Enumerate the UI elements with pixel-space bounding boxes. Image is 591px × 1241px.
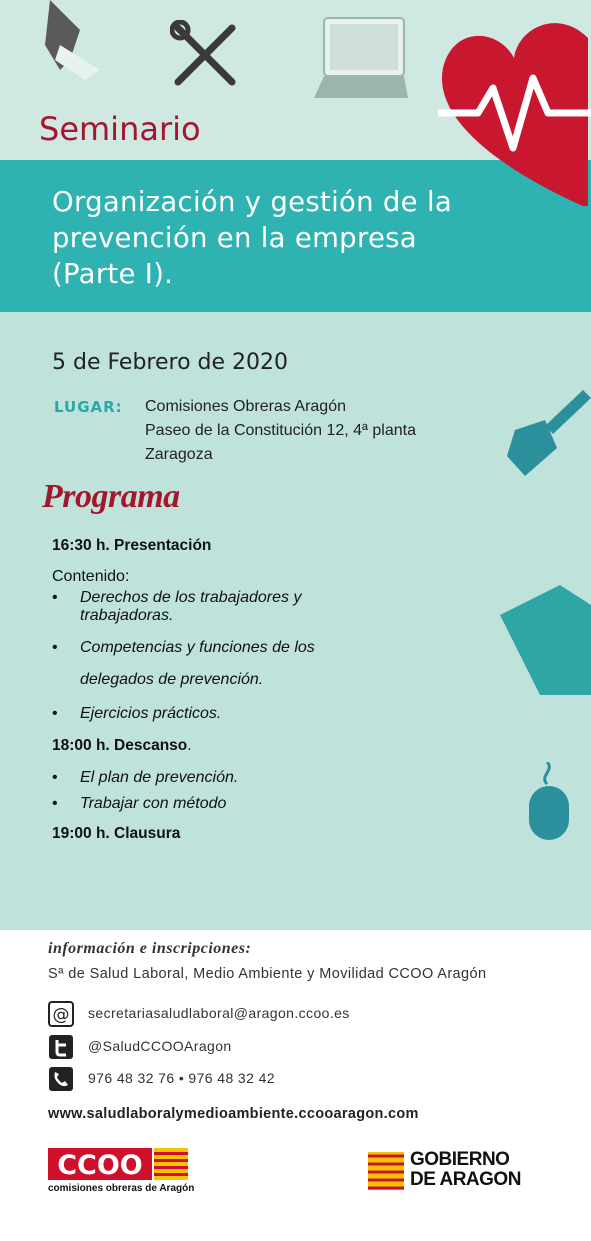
- title-line: (Parte I).: [52, 258, 174, 290]
- megaphone-icon: [40, 0, 110, 80]
- address-line: Paseo de la Constitución 12, 4ª planta: [145, 422, 416, 439]
- info-organization: Sª de Salud Laboral, Medio Ambiente y Movilidad CCOO Aragón: [48, 966, 487, 982]
- bullet-dot: •: [52, 795, 58, 812]
- list-item-text: delegados de prevención.: [80, 671, 264, 688]
- bullet-dot: •: [52, 705, 58, 722]
- helmet-icon: [500, 585, 591, 695]
- tools-icon: [170, 20, 240, 90]
- gobierno-aragon-logo: [410, 1150, 521, 1190]
- address-line: Comisiones Obreras Aragón: [145, 398, 346, 415]
- list-item-text: [80, 589, 301, 625]
- session-break: [52, 737, 192, 755]
- ccoo-logo-text: CCOO: [57, 1150, 143, 1180]
- gobierno-line: GOBIERNO: [410, 1149, 510, 1170]
- title-line: prevención en la empresa: [52, 222, 417, 254]
- bullet-dot: •: [52, 589, 58, 606]
- bullet-dot: •: [52, 639, 58, 656]
- list-item-text: El plan de prevención.: [80, 769, 239, 786]
- seminar-title: [52, 184, 552, 292]
- bullet-dot: •: [52, 769, 58, 786]
- break-label: 18:00 h. Descanso: [52, 737, 188, 754]
- phone-numbers: 976 48 32 76 • 976 48 32 42: [88, 1070, 275, 1086]
- twitter-icon: [48, 1034, 74, 1060]
- list-item-line: trabajadoras.: [80, 607, 174, 624]
- contents-label: Contenido:: [52, 568, 130, 585]
- email-link[interactable]: secretariasaludlaboral@aragon.ccoo.es: [88, 1005, 350, 1021]
- location-address: [145, 395, 416, 467]
- list-item-text: Trabajar con método: [80, 795, 227, 812]
- phone-icon: [48, 1066, 74, 1092]
- website-link[interactable]: www.saludlaboralymedioambiente.ccooaragon.com: [48, 1106, 419, 1122]
- ccoo-subtitle: comisiones obreras de Aragón: [48, 1183, 195, 1194]
- program-heading: Programa: [42, 478, 180, 515]
- seminar-label: Seminario: [39, 110, 201, 148]
- session-presentation: 16:30 h. Presentación: [52, 537, 212, 554]
- list-item-text: Competencias y funciones de los: [80, 639, 315, 656]
- break-dot: .: [187, 737, 192, 754]
- at-sign-icon: [48, 1001, 74, 1027]
- aragon-flag-icon: [368, 1152, 404, 1190]
- shovel-icon: [505, 390, 591, 480]
- address-line: Zaragoza: [145, 446, 213, 463]
- laptop-icon: [310, 14, 410, 106]
- list-item-text: Ejercicios prácticos.: [80, 705, 222, 722]
- location-label: LUGAR:: [54, 398, 123, 416]
- list-item-line: Derechos de los trabajadores y: [80, 589, 302, 606]
- ccoo-logo: [48, 1148, 188, 1180]
- gobierno-line: DE ARAGON: [410, 1169, 521, 1190]
- title-line: Organización y gestión de la: [52, 186, 453, 218]
- session-closing: 19:00 h. Clausura: [52, 825, 181, 842]
- mouse-icon: [525, 762, 575, 842]
- info-heading: información e inscripciones:: [48, 940, 252, 957]
- event-date: 5 de Febrero de 2020: [52, 350, 289, 375]
- svg-text:@: @: [52, 1005, 70, 1025]
- heart-icon: [438, 18, 591, 208]
- twitter-handle[interactable]: @SaludCCOOAragon: [88, 1038, 232, 1054]
